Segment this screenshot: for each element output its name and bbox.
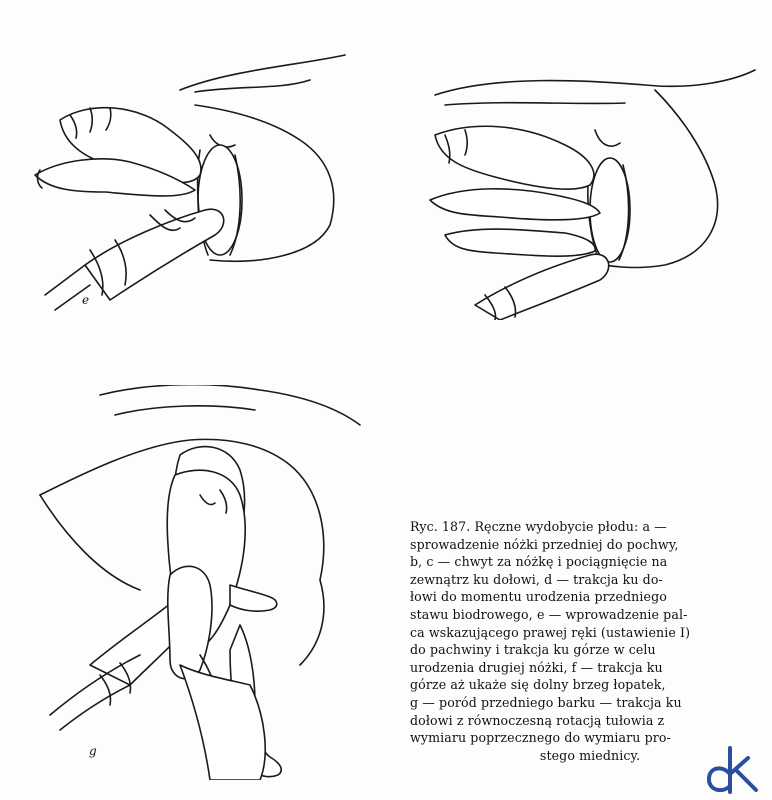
- caption-line: do pachwiny i trakcja ku górze w celu: [410, 642, 656, 658]
- panel-letter-g: g: [89, 744, 97, 758]
- illustration-panel-g: [30, 385, 375, 780]
- caption-line: Ryc. 187. Ręczne wydobycie płodu: a —: [410, 519, 667, 534]
- caption-line: zewnątrz ku dołowi, d — trakcja ku do-: [410, 571, 663, 587]
- illustration-panel-e: [30, 50, 360, 315]
- panel-letter-e: e: [82, 293, 90, 307]
- caption-line: górze aż ukaże się dolny brzeg łopatek,: [410, 677, 666, 693]
- caption-line: urodzenia drugiej nóżki, f — trakcja ku: [410, 659, 663, 675]
- caption-line: wymiaru poprzecznego do wymiaru pro-: [410, 730, 671, 746]
- dk-logo-icon: [704, 744, 766, 796]
- caption-line: g — poród przedniego barku — trakcja ku: [410, 694, 682, 710]
- caption-line: dołowi z równoczesną rotacją tułowia z: [410, 712, 665, 728]
- caption-line: b, c — chwyt za nóżkę i pociągnięcie na: [410, 554, 668, 570]
- caption-line: stawu biodrowego, e — wprowadzenie pal-: [410, 606, 688, 622]
- caption-line: stego miednicy.: [539, 747, 641, 763]
- caption-line: sprowadzenie nóżki przedniej do pochwy,: [410, 536, 679, 552]
- figure-caption: [410, 518, 770, 764]
- caption-line: ca wskazującego prawej ręki (ustawienie I): [410, 624, 691, 640]
- illustration-panel-right: [405, 55, 765, 320]
- caption-line: łowi do momentu urodzenia przedniego: [410, 589, 667, 605]
